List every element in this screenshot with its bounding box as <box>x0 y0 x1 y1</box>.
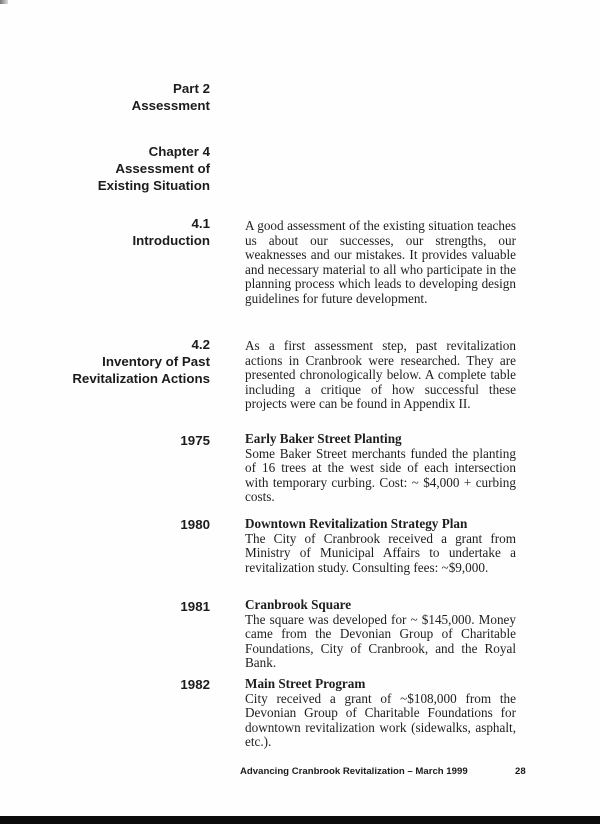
timeline-entry-title: Early Baker Street Planting <box>245 431 402 446</box>
section-heading-4-2 <box>72 336 210 387</box>
timeline-year: 1980 <box>180 517 210 532</box>
scan-artifact <box>0 0 8 4</box>
footer-document-title: Advancing Cranbrook Revitalization – March 1999 <box>240 766 468 777</box>
timeline-entry-1980 <box>245 517 516 575</box>
section-title: Introduction <box>132 233 210 248</box>
part-heading <box>132 80 210 114</box>
part-title: Assessment <box>131 98 210 113</box>
timeline-year-1981 <box>180 598 210 615</box>
timeline-year-1982 <box>180 676 210 693</box>
page-number: 28 <box>515 766 526 777</box>
timeline-entry-title: Downtown Revitalization Strategy Plan <box>245 516 468 531</box>
timeline-year: 1975 <box>180 433 210 448</box>
chapter-title-line2: Existing Situation <box>97 178 210 193</box>
timeline-entry-title: Main Street Program <box>245 676 366 691</box>
section-heading-4-1 <box>132 215 210 249</box>
chapter-number: Chapter 4 <box>148 144 210 159</box>
timeline-year-1980 <box>180 516 210 533</box>
section-number: 4.2 <box>191 337 210 352</box>
timeline-entry-title: Cranbrook Square <box>245 597 352 612</box>
section-title-line2: Revitalization Actions <box>72 371 210 386</box>
part-number: Part 2 <box>173 81 210 96</box>
section-text-4-1 <box>245 219 516 307</box>
chapter-title-line1: Assessment of <box>115 161 210 176</box>
timeline-entry-1981 <box>245 598 516 671</box>
section-number: 4.1 <box>191 216 210 231</box>
timeline-year-1975 <box>180 432 210 449</box>
timeline-year: 1981 <box>180 599 210 614</box>
timeline-entry-text: City received a grant of ~$108,000 from the Devonian Group of Charitable Foundations for downtown revitalization work (sidewalks, asphalt, etc.). <box>245 690 516 750</box>
timeline-entry-text: The square was developed for ~ $145,000. Money came from the Devonian Group of Charitable Foundations, City of Cranbrook, and the Royal Bank. <box>245 611 516 671</box>
section-text-4-2 <box>245 339 516 412</box>
section-paragraph: A good assessment of the existing situation teaches us about our successes, our strengths, our weaknesses and our mistakes. It provides valuable and necessary material to all who participate in the planning process which leads to developing design guidelines for future development. <box>245 218 516 306</box>
section-paragraph: As a first assessment step, past revitalization actions in Cranbrook were researched. They are presented chronologically below. A complete table including a critique of how successful these projects were can be found in Appendix II. <box>245 338 516 412</box>
timeline-entry-1982 <box>245 677 516 750</box>
chapter-heading <box>98 143 210 194</box>
timeline-entry-text: The City of Cranbrook received a grant from Ministry of Municipal Affairs to undertake a revitalization study. Consulting fees: ~$9,000. <box>245 530 516 575</box>
section-title-line1: Inventory of Past <box>102 354 210 369</box>
timeline-year: 1982 <box>180 677 210 692</box>
timeline-entry-1975 <box>245 432 516 505</box>
timeline-entry-text: Some Baker Street merchants funded the planting of 16 trees at the west side of each intersection with temporary curbing. Cost: ~ $4,000 + curbing costs. <box>245 445 516 505</box>
scan-bottom-edge <box>0 816 600 824</box>
